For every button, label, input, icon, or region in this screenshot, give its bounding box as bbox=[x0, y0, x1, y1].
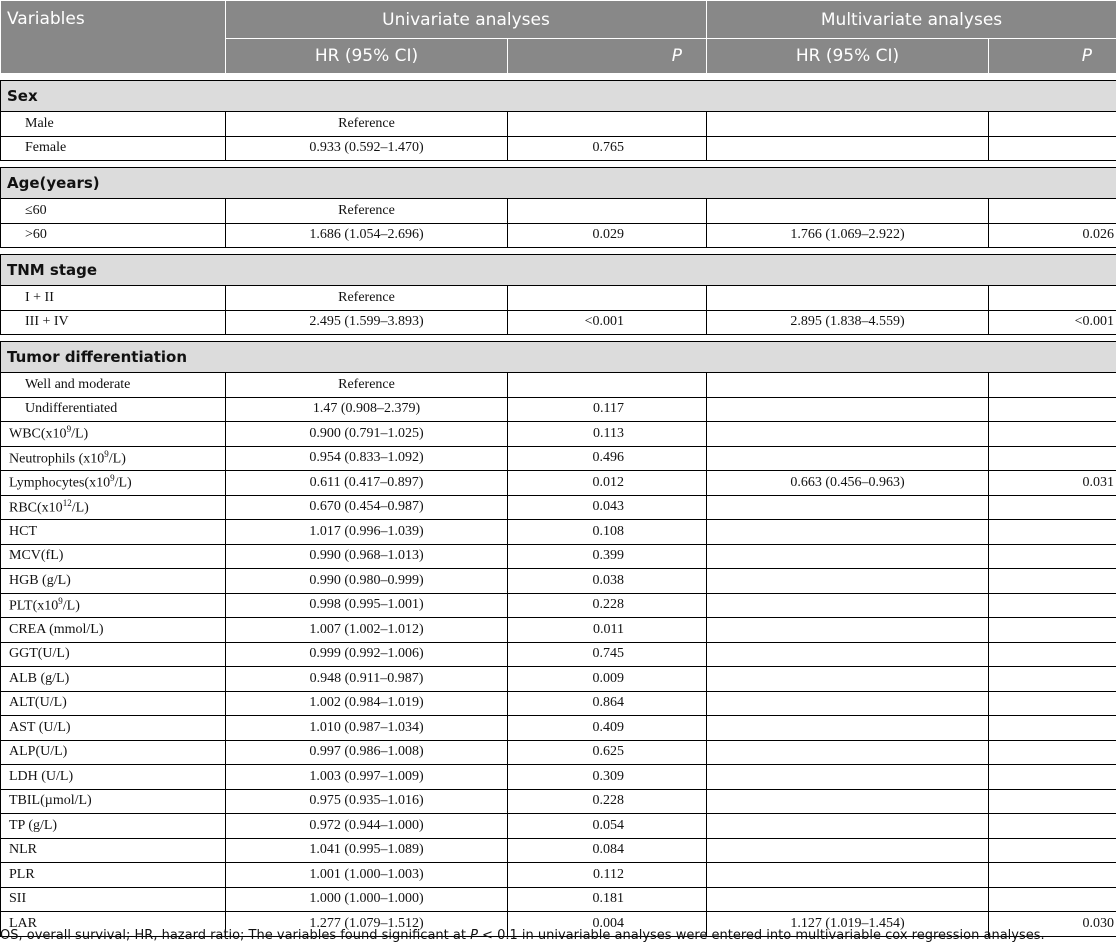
uni-hr-cell: 0.997 (0.986–1.008) bbox=[226, 740, 508, 765]
multi-hr-cell bbox=[707, 136, 989, 161]
multi-hr-cell bbox=[707, 495, 989, 520]
uni-p-cell bbox=[508, 112, 707, 137]
multi-hr-cell bbox=[707, 716, 989, 741]
variable-cell bbox=[1, 593, 226, 618]
variable-name: NLR bbox=[9, 842, 37, 858]
variable-name: ALB (g/L) bbox=[9, 670, 70, 686]
section-header-row bbox=[1, 81, 1116, 112]
uni-p-cell bbox=[508, 286, 707, 311]
table-row bbox=[1, 136, 1116, 161]
variable-name: >60 bbox=[25, 227, 47, 243]
variable-name: LAR bbox=[9, 915, 37, 931]
multi-hr-header: HR (95% CI) bbox=[707, 39, 989, 74]
multi-p-cell bbox=[989, 642, 1116, 667]
multi-p-cell bbox=[989, 887, 1116, 912]
multi-hr-cell bbox=[707, 593, 989, 618]
variables-header: Variables bbox=[1, 1, 226, 74]
uni-p-cell: 0.117 bbox=[508, 397, 707, 422]
table-row bbox=[1, 471, 1116, 496]
section-spacer bbox=[1, 248, 1116, 255]
multi-p-cell bbox=[989, 520, 1116, 545]
multi-p-cell bbox=[989, 814, 1116, 839]
multi-hr-cell bbox=[707, 286, 989, 311]
variable-exponent: 9 bbox=[58, 595, 63, 606]
uni-p-cell: 0.012 bbox=[508, 471, 707, 496]
uni-hr-cell: 0.948 (0.911–0.987) bbox=[226, 667, 508, 692]
multivariate-header: Multivariate analyses bbox=[707, 1, 1116, 39]
table-row bbox=[1, 691, 1116, 716]
variable-name: Neutrophils (x10 bbox=[9, 451, 105, 467]
variable-name: HGB (g/L) bbox=[9, 572, 71, 588]
variable-cell bbox=[1, 422, 226, 447]
multi-p-cell: 0.031 bbox=[989, 471, 1116, 496]
uni-hr-cell: 1.003 (0.997–1.009) bbox=[226, 765, 508, 790]
uni-hr-cell: Reference bbox=[226, 112, 508, 137]
uni-hr-cell: Reference bbox=[226, 373, 508, 398]
multi-hr-cell: 1.127 (1.019–1.454) bbox=[707, 912, 989, 937]
uni-p-cell: 0.625 bbox=[508, 740, 707, 765]
multi-p-cell: 0.026 bbox=[989, 223, 1116, 248]
table-row bbox=[1, 310, 1116, 335]
variable-name: PLT(x10 bbox=[9, 598, 59, 614]
table-row bbox=[1, 286, 1116, 311]
variable-name: RBC(x10 bbox=[9, 500, 63, 516]
table-row bbox=[1, 887, 1116, 912]
variable-name: TP (g/L) bbox=[9, 817, 58, 833]
multi-hr-cell: 2.895 (1.838–4.559) bbox=[707, 310, 989, 335]
uni-hr-cell: 1.47 (0.908–2.379) bbox=[226, 397, 508, 422]
table-row bbox=[1, 112, 1116, 137]
table-header bbox=[1, 1, 1116, 74]
variable-cell bbox=[1, 789, 226, 814]
multi-hr-cell bbox=[707, 789, 989, 814]
uni-hr-cell: 1.001 (1.000–1.003) bbox=[226, 863, 508, 888]
multi-p-cell bbox=[989, 618, 1116, 643]
variable-cell bbox=[1, 863, 226, 888]
spacer-cell bbox=[1, 161, 1116, 168]
uni-hr-cell: 1.000 (1.000–1.000) bbox=[226, 887, 508, 912]
multi-p-cell bbox=[989, 446, 1116, 471]
uni-p-cell: 0.181 bbox=[508, 887, 707, 912]
uni-p-cell: 0.409 bbox=[508, 716, 707, 741]
table-row bbox=[1, 422, 1116, 447]
variable-cell bbox=[1, 667, 226, 692]
variable-name: MCV(fL) bbox=[9, 548, 64, 564]
uni-p-cell: <0.001 bbox=[508, 310, 707, 335]
uni-p-cell: 0.043 bbox=[508, 495, 707, 520]
variable-exponent: 12 bbox=[62, 497, 72, 508]
variable-name: Female bbox=[25, 140, 67, 156]
multi-hr-cell bbox=[707, 642, 989, 667]
multi-p-cell bbox=[989, 495, 1116, 520]
variable-name: PLR bbox=[9, 866, 35, 882]
uni-hr-cell: 0.900 (0.791–1.025) bbox=[226, 422, 508, 447]
uni-p-cell: 0.029 bbox=[508, 223, 707, 248]
uni-p-cell: 0.112 bbox=[508, 863, 707, 888]
uni-p-cell: 0.108 bbox=[508, 520, 707, 545]
variable-cell bbox=[1, 223, 226, 248]
multi-p-cell bbox=[989, 838, 1116, 863]
multi-hr-cell bbox=[707, 199, 989, 224]
variable-cell bbox=[1, 495, 226, 520]
footnote-text-2: < 0.1 in univariable analyses were entered into multivariable cox regression analyses. bbox=[477, 928, 1045, 943]
footnote-p-symbol: P bbox=[470, 928, 478, 943]
multi-p-cell bbox=[989, 863, 1116, 888]
section-spacer bbox=[1, 161, 1116, 168]
table-row bbox=[1, 740, 1116, 765]
uni-hr-cell: 0.933 (0.592–1.470) bbox=[226, 136, 508, 161]
variable-unit: /L) bbox=[62, 598, 80, 614]
multi-hr-cell bbox=[707, 863, 989, 888]
table-row bbox=[1, 397, 1116, 422]
uni-hr-cell: 1.010 (0.987–1.034) bbox=[226, 716, 508, 741]
variable-name: Undifferentiated bbox=[25, 401, 118, 417]
section-title: Age(years) bbox=[1, 168, 1116, 199]
table-row bbox=[1, 446, 1116, 471]
multi-hr-cell bbox=[707, 667, 989, 692]
multi-hr-cell bbox=[707, 520, 989, 545]
table-row bbox=[1, 520, 1116, 545]
multi-p-cell bbox=[989, 569, 1116, 594]
multi-hr-cell bbox=[707, 838, 989, 863]
uni-hr-cell: 1.017 (0.996–1.039) bbox=[226, 520, 508, 545]
variable-cell bbox=[1, 691, 226, 716]
table-row bbox=[1, 569, 1116, 594]
table-row bbox=[1, 667, 1116, 692]
univariate-header: Univariate analyses bbox=[226, 1, 707, 39]
uni-hr-cell: 1.277 (1.079–1.512) bbox=[226, 912, 508, 937]
uni-p-header: P bbox=[508, 39, 707, 74]
multi-hr-cell bbox=[707, 544, 989, 569]
variable-cell bbox=[1, 642, 226, 667]
variable-name: HCT bbox=[9, 523, 37, 539]
multi-hr-cell bbox=[707, 397, 989, 422]
variable-cell bbox=[1, 716, 226, 741]
variable-unit: /L) bbox=[71, 500, 89, 516]
footnote-text-1: OS, overall survival; HR, hazard ratio; The variables found significant at bbox=[0, 928, 471, 943]
section-title: Tumor differentiation bbox=[1, 342, 1116, 373]
uni-hr-cell: 1.007 (1.002–1.012) bbox=[226, 618, 508, 643]
uni-p-cell: 0.038 bbox=[508, 569, 707, 594]
variable-name: III + IV bbox=[25, 314, 69, 330]
table-row bbox=[1, 593, 1116, 618]
multi-hr-cell bbox=[707, 887, 989, 912]
table-row bbox=[1, 544, 1116, 569]
table-row bbox=[1, 814, 1116, 839]
table-row bbox=[1, 373, 1116, 398]
section-header-row bbox=[1, 168, 1116, 199]
uni-hr-cell: 0.998 (0.995–1.001) bbox=[226, 593, 508, 618]
variable-name: TBIL(µmol/L) bbox=[9, 793, 92, 809]
table-row bbox=[1, 199, 1116, 224]
variable-exponent: 9 bbox=[66, 424, 72, 435]
variable-name: WBC(x10 bbox=[9, 427, 67, 443]
table-row bbox=[1, 642, 1116, 667]
variable-name: I + II bbox=[25, 289, 54, 305]
variable-name: LDH (U/L) bbox=[9, 768, 74, 784]
section-header-row bbox=[1, 342, 1116, 373]
uni-hr-cell: 0.670 (0.454–0.987) bbox=[226, 495, 508, 520]
multi-p-header: P bbox=[989, 39, 1116, 74]
multi-p-cell bbox=[989, 136, 1116, 161]
uni-p-cell: 0.864 bbox=[508, 691, 707, 716]
table-body bbox=[1, 74, 1116, 937]
table-footnote bbox=[0, 928, 1045, 943]
uni-p-cell: 0.084 bbox=[508, 838, 707, 863]
uni-hr-cell: Reference bbox=[226, 199, 508, 224]
variable-cell bbox=[1, 397, 226, 422]
multi-hr-cell bbox=[707, 569, 989, 594]
uni-hr-cell: 0.972 (0.944–1.000) bbox=[226, 814, 508, 839]
variable-name: ≤60 bbox=[25, 202, 47, 218]
variable-cell bbox=[1, 286, 226, 311]
uni-hr-cell: 0.611 (0.417–0.897) bbox=[226, 471, 508, 496]
spacer-cell bbox=[1, 248, 1116, 255]
variable-name: AST (U/L) bbox=[9, 719, 71, 735]
uni-p-cell: 0.009 bbox=[508, 667, 707, 692]
variable-name: Lymphocytes(x10 bbox=[9, 476, 111, 492]
section-spacer bbox=[1, 335, 1116, 342]
section-title: TNM stage bbox=[1, 255, 1116, 286]
multi-p-cell bbox=[989, 286, 1116, 311]
multi-p-cell bbox=[989, 397, 1116, 422]
section-header-row bbox=[1, 255, 1116, 286]
table-row bbox=[1, 716, 1116, 741]
multi-hr-cell: 0.663 (0.456–0.963) bbox=[707, 471, 989, 496]
uni-hr-cell: Reference bbox=[226, 286, 508, 311]
multi-p-cell bbox=[989, 667, 1116, 692]
spacer-cell bbox=[1, 74, 1116, 81]
variable-name: ALP(U/L) bbox=[9, 744, 68, 760]
uni-hr-cell: 0.990 (0.968–1.013) bbox=[226, 544, 508, 569]
variable-cell bbox=[1, 814, 226, 839]
uni-p-cell: 0.113 bbox=[508, 422, 707, 447]
multi-p-cell: <0.001 bbox=[989, 310, 1116, 335]
uni-hr-cell: 0.954 (0.833–1.092) bbox=[226, 446, 508, 471]
uni-p-cell: 0.745 bbox=[508, 642, 707, 667]
multi-p-cell bbox=[989, 789, 1116, 814]
uni-p-cell: 0.309 bbox=[508, 765, 707, 790]
table-row bbox=[1, 618, 1116, 643]
variable-cell bbox=[1, 446, 226, 471]
uni-p-cell: 0.011 bbox=[508, 618, 707, 643]
multi-hr-cell bbox=[707, 446, 989, 471]
uni-p-cell: 0.496 bbox=[508, 446, 707, 471]
multi-hr-cell bbox=[707, 740, 989, 765]
multi-hr-cell bbox=[707, 691, 989, 716]
variable-cell bbox=[1, 618, 226, 643]
variable-cell bbox=[1, 471, 226, 496]
uni-hr-cell: 0.990 (0.980–0.999) bbox=[226, 569, 508, 594]
multi-p-cell bbox=[989, 765, 1116, 790]
variable-name: SII bbox=[9, 891, 27, 907]
uni-p-cell: 0.228 bbox=[508, 593, 707, 618]
uni-p-cell: 0.228 bbox=[508, 789, 707, 814]
multi-p-cell bbox=[989, 422, 1116, 447]
uni-hr-header: HR (95% CI) bbox=[226, 39, 508, 74]
variable-unit: /L) bbox=[114, 476, 132, 492]
multi-p-cell bbox=[989, 544, 1116, 569]
multi-hr-cell bbox=[707, 373, 989, 398]
variable-name: Well and moderate bbox=[25, 376, 131, 392]
multi-hr-cell bbox=[707, 618, 989, 643]
table-row bbox=[1, 495, 1116, 520]
multi-p-cell bbox=[989, 740, 1116, 765]
multi-p-cell bbox=[989, 691, 1116, 716]
multi-hr-cell: 1.766 (1.069–2.922) bbox=[707, 223, 989, 248]
table-row bbox=[1, 223, 1116, 248]
variable-cell bbox=[1, 310, 226, 335]
uni-hr-cell: 1.041 (0.995–1.089) bbox=[226, 838, 508, 863]
uni-hr-cell: 0.975 (0.935–1.016) bbox=[226, 789, 508, 814]
variable-name: ALT(U/L) bbox=[9, 695, 67, 711]
multi-hr-cell bbox=[707, 814, 989, 839]
variable-cell bbox=[1, 838, 226, 863]
multi-p-cell bbox=[989, 593, 1116, 618]
uni-hr-cell: 1.002 (0.984–1.019) bbox=[226, 691, 508, 716]
uni-p-cell: 0.054 bbox=[508, 814, 707, 839]
multi-p-cell bbox=[989, 716, 1116, 741]
multi-hr-cell bbox=[707, 112, 989, 137]
uni-p-cell bbox=[508, 199, 707, 224]
variable-cell bbox=[1, 765, 226, 790]
variable-unit: /L) bbox=[71, 427, 89, 443]
uni-p-cell: 0.004 bbox=[508, 912, 707, 937]
variable-cell bbox=[1, 112, 226, 137]
table-row bbox=[1, 789, 1116, 814]
uni-p-cell: 0.399 bbox=[508, 544, 707, 569]
multi-p-cell: 0.030 bbox=[989, 912, 1116, 937]
uni-hr-cell: 2.495 (1.599–3.893) bbox=[226, 310, 508, 335]
variable-name: GGT(U/L) bbox=[9, 646, 70, 662]
variable-cell bbox=[1, 544, 226, 569]
variable-name: Male bbox=[25, 115, 54, 131]
spacer-cell bbox=[1, 335, 1116, 342]
variable-cell bbox=[1, 373, 226, 398]
multi-p-cell bbox=[989, 373, 1116, 398]
multi-hr-cell bbox=[707, 765, 989, 790]
variable-cell bbox=[1, 740, 226, 765]
uni-hr-cell: 0.999 (0.992–1.006) bbox=[226, 642, 508, 667]
uni-p-cell bbox=[508, 373, 707, 398]
variable-unit: /L) bbox=[108, 451, 126, 467]
variable-cell bbox=[1, 520, 226, 545]
table-row bbox=[1, 765, 1116, 790]
variable-cell bbox=[1, 887, 226, 912]
uni-p-cell: 0.765 bbox=[508, 136, 707, 161]
multi-p-cell bbox=[989, 199, 1116, 224]
multi-hr-cell bbox=[707, 422, 989, 447]
uni-hr-cell: 1.686 (1.054–2.696) bbox=[226, 223, 508, 248]
multi-p-cell bbox=[989, 112, 1116, 137]
variable-cell bbox=[1, 136, 226, 161]
variable-cell bbox=[1, 199, 226, 224]
variable-exponent: 9 bbox=[104, 448, 109, 459]
variable-name: CREA (mmol/L) bbox=[9, 621, 104, 637]
variable-cell bbox=[1, 569, 226, 594]
variable-exponent: 9 bbox=[110, 473, 115, 484]
table-row bbox=[1, 863, 1116, 888]
table-row bbox=[1, 838, 1116, 863]
section-title: Sex bbox=[1, 81, 1116, 112]
section-spacer bbox=[1, 74, 1116, 81]
